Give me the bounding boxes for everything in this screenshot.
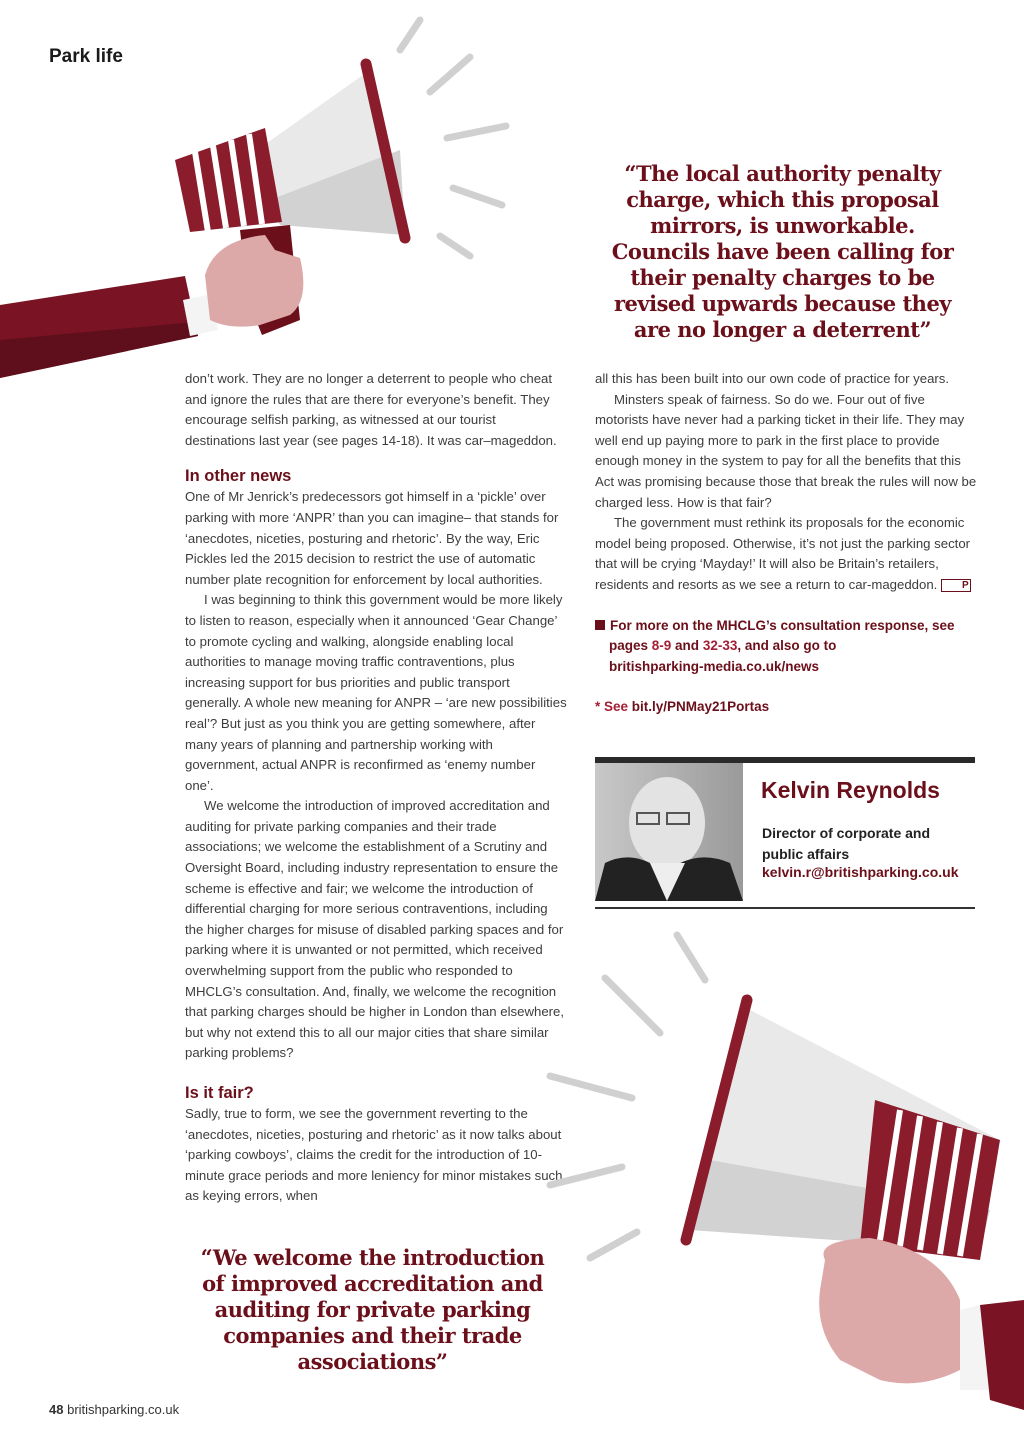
megaphone-illustration-top [0, 0, 520, 390]
page-number: 48 [49, 1402, 64, 1417]
left-column [185, 369, 567, 1207]
paragraph: I was beginning to think this government would be more likely to listen to reason, especially when it announced ‘Gear Change’ to promote cycling and walking, alongside enabling local authorities to manage moving traffic contraventions, plus increasing support for bus priorities and public transport generally. A whole new meaning for ANPR – ‘are new possibilities real’? But just as you think you are getting somewhere, after many years of planning and partnership working with government, actual ANPR is reconfirmed as ‘enemy number one’. [185, 592, 567, 793]
author-name: Kelvin Reynolds [761, 777, 940, 803]
paragraph: We welcome the introduction of improved accreditation and auditing for private parking companies and their trade associations; we welcome the establishment of a Scrutiny and Oversight Board, including industry representation to ensure the scheme is effective and fair; we welcome the introduction of differential charging for more serious contraventions, including the higher charges for misuse of disabled parking spaces and for parking where it is unwanted or not permitted, which received overwhelming support from the public who responded to MHCLG’s consultation. And, finally, we welcome the recognition that parking charges should be higher in London than elsewhere, but why not extend this to all our major cities that share similar parking problems? [185, 798, 565, 1061]
section-label: Park life [49, 46, 123, 67]
right-column [595, 369, 977, 718]
author-email[interactable]: kelvin.r@britishparking.co.uk [762, 864, 959, 880]
subheading-in-other-news: In other news [185, 467, 292, 486]
more-text: For more on the MHCLG’s consultation response, see pages [609, 617, 955, 654]
page-footer [49, 1402, 179, 1417]
subheading-is-it-fair: Is it fair? [185, 1084, 254, 1102]
paragraph: Sadly, true to form, we see the government reverting to the ‘anecdotes, niceties, posturing and rhetoric’ as it now talks about ‘parking cowboys’, claims the credit for the introduction of 10-minute grace periods and more leniency for minor mistakes such as keying errors, when [185, 1106, 563, 1204]
author-title: Director of corporate and public affairs [762, 825, 931, 862]
news-link[interactable]: britishparking-media.co.uk/news [609, 658, 820, 674]
sound-rays [400, 20, 506, 256]
author-bio [595, 757, 975, 909]
site-name: britishparking.co.uk [67, 1402, 180, 1417]
paragraph: Minsters speak of fairness. So do we. Four out of five motorists have never had a parking ticket in their life. They may well end up paying more to park in the first place to provide enough money in the system to pay for all the benefits that this Act was promising because those that break the rules will now be charged less. How is that fair? [595, 391, 977, 510]
pages-ref: 32-33 [702, 638, 738, 654]
paragraph: all this has been built into our own code of practice for years. [595, 371, 950, 386]
bitly-link[interactable]: bit.ly/PNMay21Portas [631, 699, 770, 715]
author-photo [595, 763, 743, 901]
paragraph: One of Mr Jenrick’s predecessors got himself in a ‘pickle’ over parking with more ‘ANPR’ than you can imagine– that stands for ‘anecdotes, niceties, posturing and rhetoric’. By the way, Eric Pickles led the 2015 decision to restrict the use of automatic number plate recognition for enforcement by local authorities. [185, 489, 559, 587]
end-mark-icon: P [941, 579, 971, 592]
megaphone-illustration-bottom [540, 920, 1024, 1420]
more-info [595, 616, 977, 678]
paragraph: The government must rethink its proposals for the economic model being proposed. Otherwise, it’s not just the parking sector that will be crying ‘Mayday!’ It will also be Britain’s retailers, residents and resorts as we see a return to car-mageddon. [595, 515, 971, 592]
pages-ref: 8-9 [651, 638, 672, 654]
pull-quote-top: “The local authority penalty charge, which this proposal mirrors, is unworkable. Councils have been calling for their penalty charges to be revised upwards because they are no longer a deterrent” [611, 161, 954, 342]
more-text: , and also go to [737, 638, 837, 654]
sound-rays [550, 935, 705, 1258]
square-bullet-icon [595, 620, 605, 630]
pull-quote-bottom: “We welcome the introduction of improved accreditation and auditing for private parking companies and their trade associations” [200, 1245, 545, 1374]
see-text: * See [595, 699, 632, 715]
more-text: and [671, 638, 703, 654]
paragraph: don’t work. They are no longer a deterrent to people who cheat and ignore the rules that are there for everyone’s benefit. They encourage selfish parking, as witnessed at our tourist destinations last year (see pages 14-18). It was car–mageddon. [185, 371, 557, 448]
